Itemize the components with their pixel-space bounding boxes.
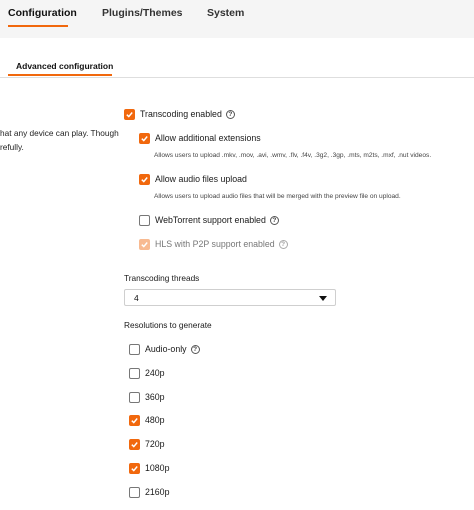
section-description-line-1: hat any device can play. Though: [0, 128, 119, 138]
help-icon[interactable]: ?: [226, 110, 235, 119]
allow-additional-extensions-label: Allow additional extensions: [155, 133, 261, 143]
resolution-1080p-label: 1080p: [145, 463, 170, 473]
section-description-line-2: refully.: [0, 142, 24, 152]
checkmark-icon: [140, 134, 149, 143]
webtorrent-row: [139, 213, 279, 227]
checkmark-icon: [130, 416, 139, 425]
checkmark-icon: [140, 175, 149, 184]
resolution-720p-label: 720p: [145, 439, 165, 449]
tab-configuration[interactable]: Configuration: [8, 7, 77, 19]
hls-row: [139, 237, 288, 251]
tab-plugins-themes[interactable]: Plugins/Themes: [102, 7, 183, 19]
resolution-720p-checkbox[interactable]: [129, 439, 140, 450]
resolution-360p-label: 360p: [145, 392, 165, 402]
help-icon[interactable]: ?: [270, 216, 279, 225]
resolution-2160p-checkbox[interactable]: [129, 487, 140, 498]
resolution-audio-only-checkbox[interactable]: [129, 344, 140, 355]
transcoding-enabled-label: Transcoding enabled: [140, 109, 222, 119]
transcoding-threads-label: Transcoding threads: [124, 273, 200, 283]
resolution-2160p-label: 2160p: [145, 487, 170, 497]
tab-advanced-configuration[interactable]: Advanced configuration: [16, 61, 114, 71]
allow-additional-extensions-description: Allows users to upload .mkv, .mov, .avi, .wmv, .flv, .f4v, .3g2, .3gp, .mts, m2ts, .mxf, .nut videos.: [154, 152, 432, 159]
allow-additional-extensions-checkbox[interactable]: [139, 133, 150, 144]
allow-additional-extensions-row: [139, 131, 261, 145]
resolution-audio-only-row: [129, 342, 200, 356]
allow-audio-upload-label: Allow audio files upload: [155, 174, 247, 184]
resolution-2160p-row: [129, 485, 169, 499]
allow-audio-upload-description: Allows users to upload audio files that will be merged with the preview file on upload.: [154, 193, 401, 200]
top-nav: [0, 0, 474, 38]
resolution-audio-only-label: Audio-only: [145, 344, 187, 354]
resolutions-label: Resolutions to generate: [124, 320, 212, 330]
resolution-1080p-row: [129, 461, 169, 475]
resolution-480p-checkbox[interactable]: [129, 415, 140, 426]
resolution-480p-row: [129, 413, 165, 427]
sub-nav: [0, 57, 474, 78]
subtab-active-indicator: [8, 74, 112, 76]
tab-system[interactable]: System: [207, 7, 245, 19]
checkmark-icon: [130, 440, 139, 449]
help-icon[interactable]: ?: [191, 345, 200, 354]
resolution-360p-checkbox[interactable]: [129, 392, 140, 403]
transcoding-enabled-checkbox[interactable]: [124, 109, 135, 120]
allow-audio-upload-checkbox[interactable]: [139, 174, 150, 185]
resolution-480p-label: 480p: [145, 415, 165, 425]
webtorrent-checkbox[interactable]: [139, 215, 150, 226]
resolution-240p-label: 240p: [145, 368, 165, 378]
checkmark-icon: [125, 110, 134, 119]
tab-active-indicator: [8, 25, 68, 27]
checkmark-icon: [130, 464, 139, 473]
hls-checkbox[interactable]: [139, 239, 150, 250]
transcoding-enabled-row: [124, 107, 235, 121]
webtorrent-label: WebTorrent support enabled: [155, 215, 266, 225]
allow-audio-upload-row: [139, 172, 247, 186]
help-icon[interactable]: ?: [279, 240, 288, 249]
resolution-1080p-checkbox[interactable]: [129, 463, 140, 474]
transcoding-threads-value: 4: [134, 293, 139, 303]
resolution-240p-checkbox[interactable]: [129, 368, 140, 379]
hls-label: HLS with P2P support enabled: [155, 239, 275, 249]
resolution-240p-row: [129, 366, 165, 380]
checkmark-icon: [140, 240, 149, 249]
caret-down-icon: [319, 296, 327, 301]
resolution-720p-row: [129, 437, 165, 451]
resolution-360p-row: [129, 390, 165, 404]
transcoding-threads-select[interactable]: [124, 289, 336, 306]
